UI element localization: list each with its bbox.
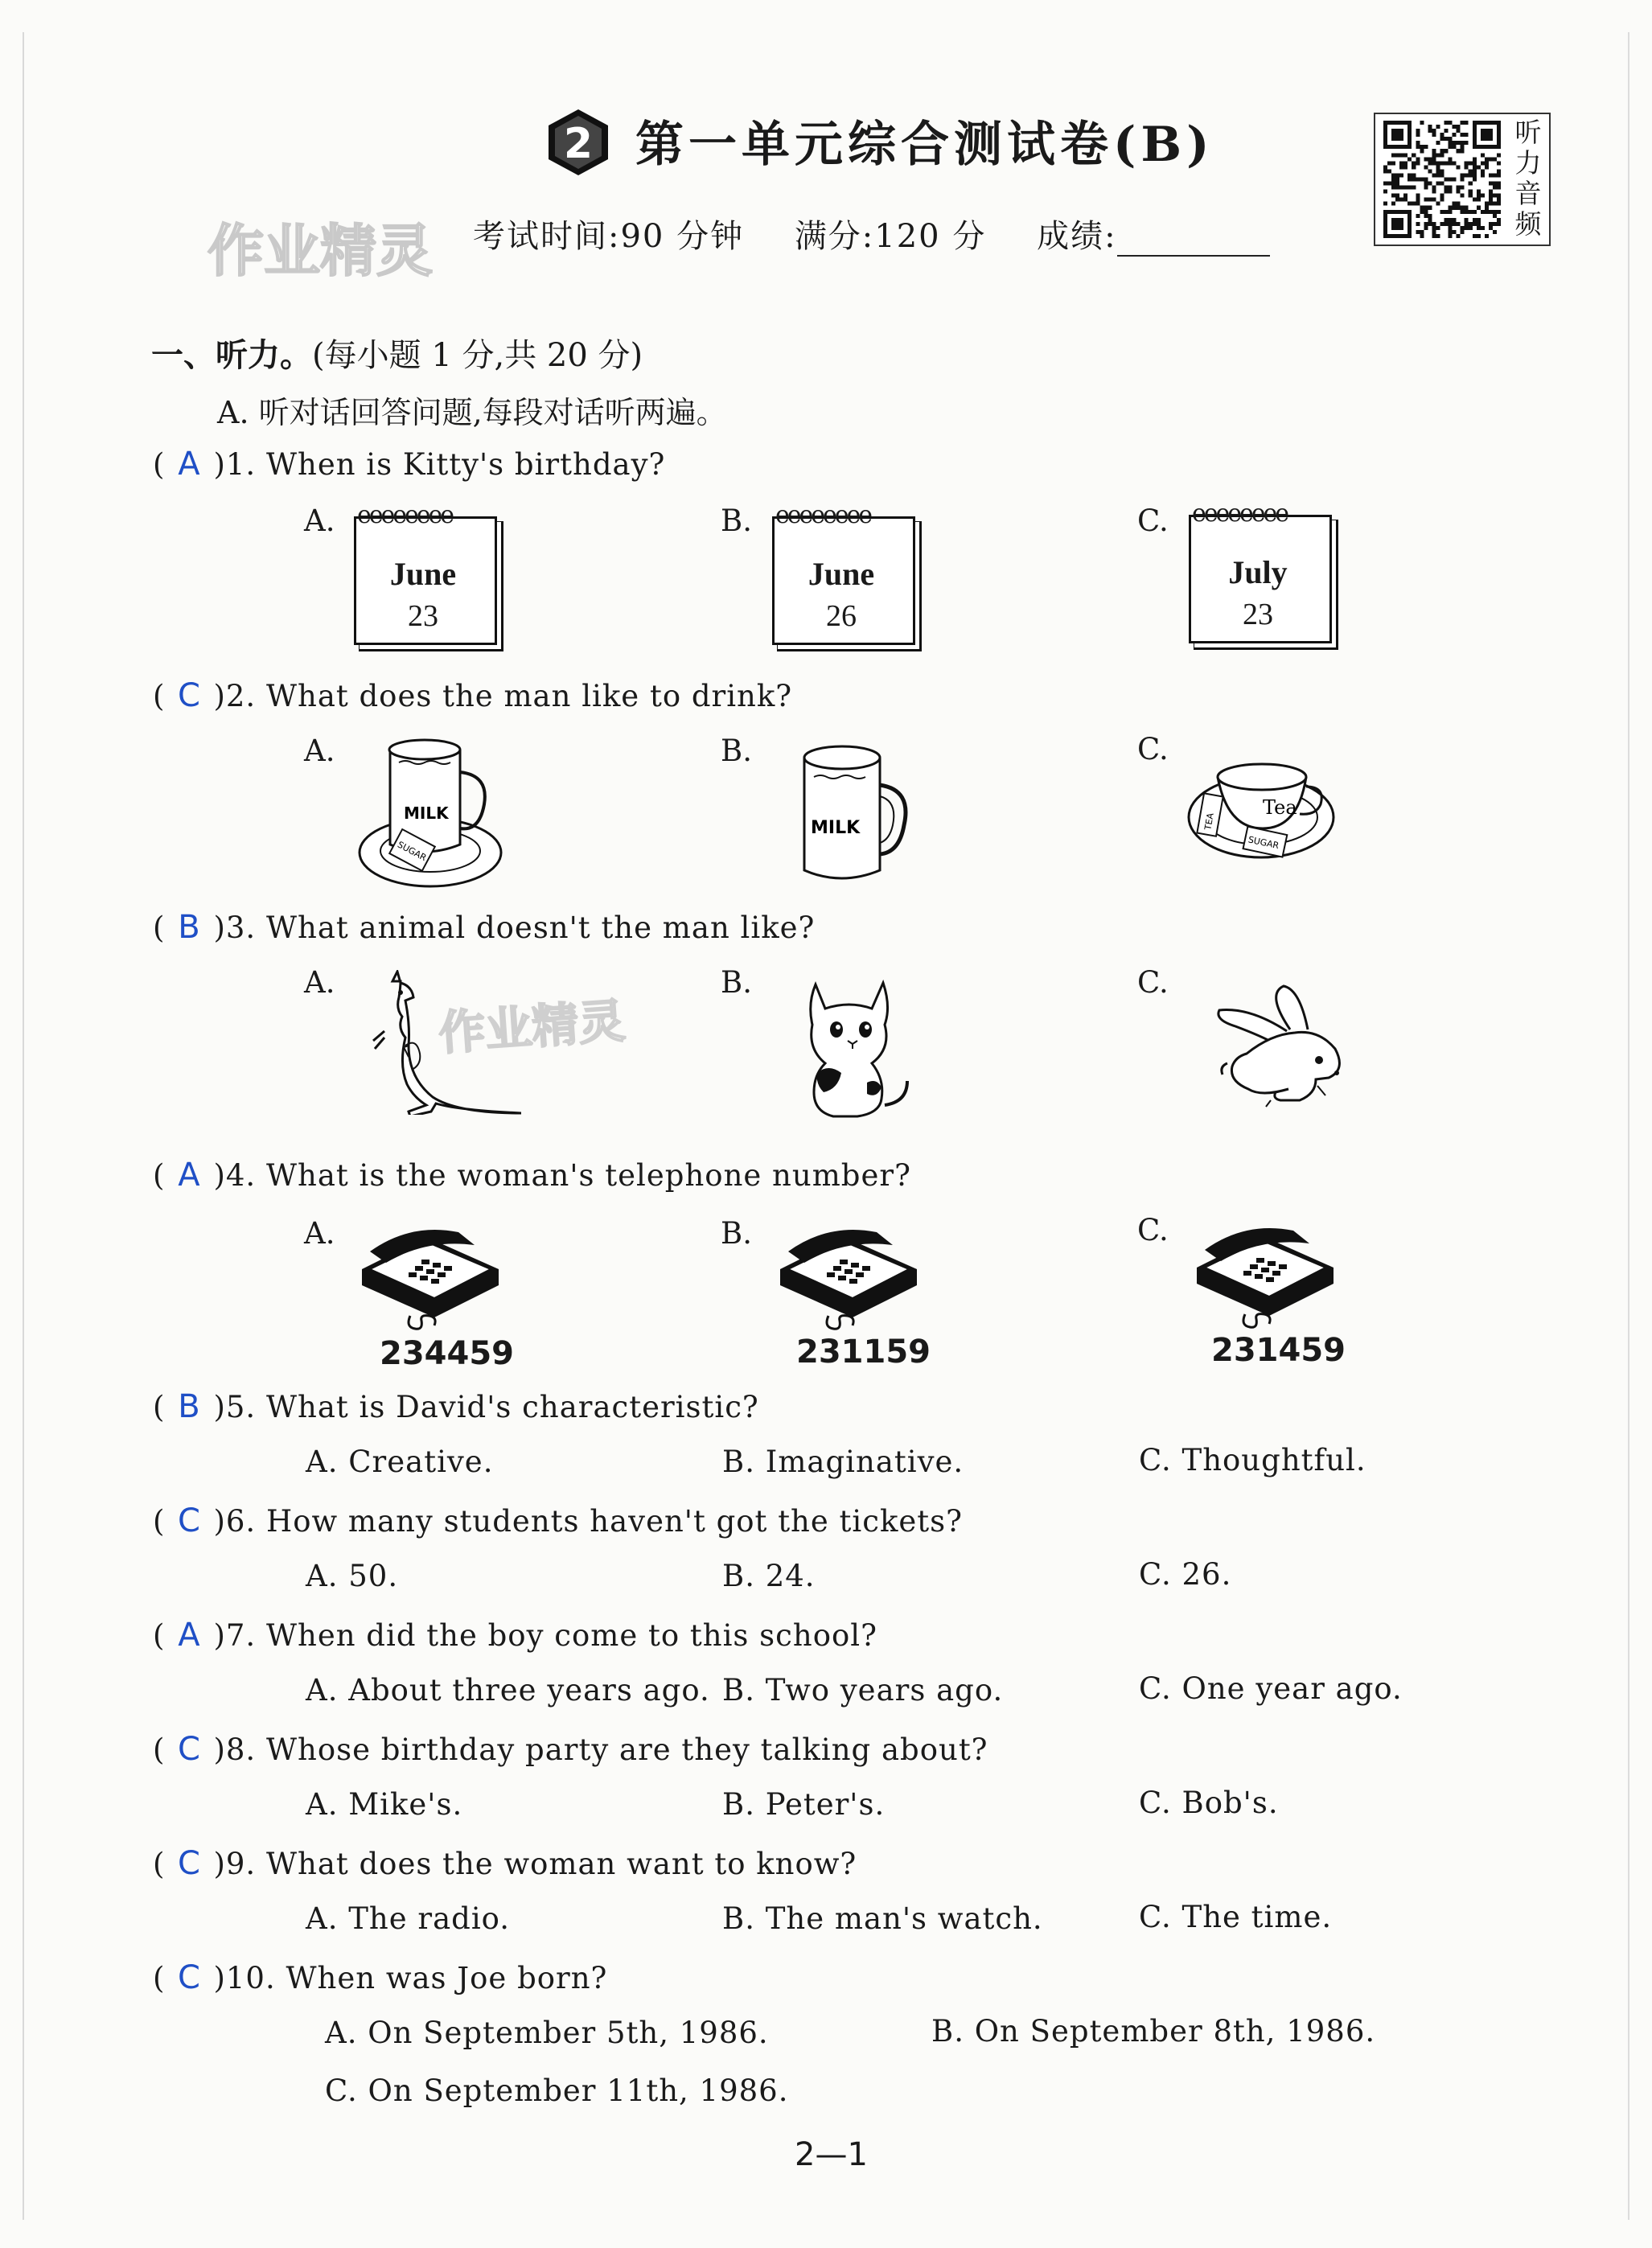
question-3-text: What animal doesn't the man like? [265,910,816,945]
q9-option-c[interactable]: C. The time. [1139,1900,1333,1934]
section-heading: 一、听力。(每小题 1 分,共 20 分) [151,337,643,374]
q7-option-c[interactable]: C. One year ago. [1139,1671,1403,1706]
question-3: ( B )3. What animal doesn't the man like? [153,909,816,946]
q2-option-a-label: A. [304,734,335,768]
page-number: 2—1 [795,2136,868,2173]
watermark: 作业精灵 [208,218,433,284]
answer-9[interactable]: C [177,1845,201,1882]
svg-text:Tea: Tea [1263,796,1297,819]
q8-option-c[interactable]: C. Bob's. [1139,1786,1279,1820]
q3-option-b-label: B. [721,965,752,1000]
q1-option-c-label: C. [1137,503,1169,538]
q4-option-c-label: C. [1137,1213,1169,1247]
q8-option-b[interactable]: B. Peter's. [722,1787,886,1822]
answer-1[interactable]: A [178,446,201,483]
q10-option-a[interactable]: A. On September 5th, 1986. [325,2016,769,2050]
q4-option-b-number: 231159 [796,1334,931,1371]
q8-option-a[interactable]: A. Mike's. [306,1787,463,1822]
svg-text:SUGAR: SUGAR [395,839,429,864]
q4-option-c-number: 231459 [1211,1332,1346,1369]
telephone-icon[interactable] [1189,1211,1342,1332]
answer-5[interactable]: B [178,1388,201,1425]
q2-option-c-label: C. [1137,732,1169,766]
q5-option-c[interactable]: C. Thoughtful. [1139,1443,1366,1477]
q1-option-a-label: A. [304,503,335,538]
question-2: ( C )2. What does the man like to drink? [153,677,793,714]
question-5-text: What is David's characteristic? [265,1390,759,1424]
unit-number-badge [544,108,613,177]
q6-option-c[interactable]: C. 26. [1139,1557,1232,1592]
q9-option-b[interactable]: B. The man's watch. [722,1901,1043,1936]
cat-icon[interactable] [801,973,914,1126]
q3-option-a-label: A. [304,965,335,1000]
answer-6[interactable]: C [177,1502,201,1539]
telephone-icon[interactable] [772,1213,925,1334]
answer-8[interactable]: C [177,1731,201,1768]
svg-text:SUGAR: SUGAR [1247,834,1280,852]
q4-option-a-number: 234459 [380,1335,514,1372]
question-10: ( C )10. When was Joe born? [153,1959,608,1996]
answer-3[interactable]: B [178,909,201,946]
question-4-text: What is the woman's telephone number? [265,1158,911,1193]
question-8: ( C )8. Whose birthday party are they talking about? [153,1731,988,1768]
kangaroo-icon[interactable] [360,970,521,1115]
full-score: 满分:120 分 [794,218,987,255]
question-4: ( A )4. What is the woman's telephone number? [153,1157,911,1194]
q7-option-b[interactable]: B. Two years ago. [722,1673,1004,1708]
qr-code-icon[interactable] [1382,121,1502,238]
question-1-text: When is Kitty's birthday? [265,447,666,482]
q2-option-b-label: B. [721,734,752,768]
answer-2[interactable]: C [177,677,201,714]
q5-option-a[interactable]: A. Creative. [306,1445,494,1479]
question-6-text: How many students haven't got the tickets? [265,1504,963,1539]
answer-4[interactable]: A [178,1157,201,1194]
question-6: ( C )6. How many students haven't got the tickets? [153,1502,963,1539]
part-a-heading: A. 听对话回答问题,每段对话听两遍。 [217,395,727,430]
q10-option-b[interactable]: B. On September 8th, 1986. [931,2014,1376,2049]
q4-option-a-label: A. [304,1216,335,1251]
exam-info [473,211,1309,257]
q10-option-c[interactable]: C. On September 11th, 1986. [325,2073,789,2108]
watermark-center: 作业精灵 [437,992,627,1061]
q1-option-a-calendar[interactable]: eeeeeeee June 23 [354,505,502,646]
answer-10[interactable]: C [177,1959,201,1996]
question-8-text: Whose birthday party are they talking about? [265,1732,988,1767]
listening-audio-qr[interactable] [1374,113,1551,246]
q1-option-c-calendar[interactable]: eeeeeeee July 23 [1189,503,1337,644]
page-title: 第一单元综合测试卷(B) [635,117,1214,173]
milk-mug-icon[interactable] [796,737,909,890]
question-1: ( A )1. When is Kitty's birthday? [153,446,666,483]
question-5: ( B )5. What is David's characteristic? [153,1388,759,1425]
score-label: 成绩: [1037,218,1117,255]
svg-text:MILK: MILK [811,818,861,838]
svg-text:MILK: MILK [404,803,449,823]
q3-option-c-label: C. [1137,965,1169,1000]
svg-text:TEA: TEA [1202,812,1216,831]
q1-option-b-calendar[interactable]: eeeeeeee June 26 [772,505,920,646]
exam-time: 考试时间:90 分钟 [473,218,745,255]
q6-option-b[interactable]: B. 24. [722,1559,816,1593]
question-2-text: What does the man like to drink? [265,679,793,713]
question-10-text: When was Joe born? [286,1961,608,1995]
q6-option-a[interactable]: A. 50. [306,1559,399,1593]
page-edge-right [1628,32,1629,2220]
q4-option-b-label: B. [721,1216,752,1251]
qr-label: 听 力 音 频 [1514,117,1542,240]
question-7: ( A )7. When did the boy come to this school? [153,1617,877,1654]
question-7-text: When did the boy come to this school? [265,1618,877,1653]
unit-number: 2 [563,120,594,168]
telephone-icon[interactable] [354,1213,507,1334]
answer-7[interactable]: A [178,1617,201,1654]
tea-cup-saucer-icon[interactable] [1186,740,1338,861]
score-blank [1117,226,1270,257]
milk-mug-saucer-icon[interactable] [354,732,507,893]
q1-option-b-label: B. [721,503,752,538]
q9-option-a[interactable]: A. The radio. [306,1901,511,1936]
q7-option-a[interactable]: A. About three years ago. [306,1673,710,1708]
question-9: ( C )9. What does the woman want to know? [153,1845,857,1882]
rabbit-icon[interactable] [1198,983,1359,1112]
question-9-text: What does the woman want to know? [265,1847,857,1881]
page-edge-left [23,32,24,2220]
q5-option-b[interactable]: B. Imaginative. [722,1445,964,1479]
